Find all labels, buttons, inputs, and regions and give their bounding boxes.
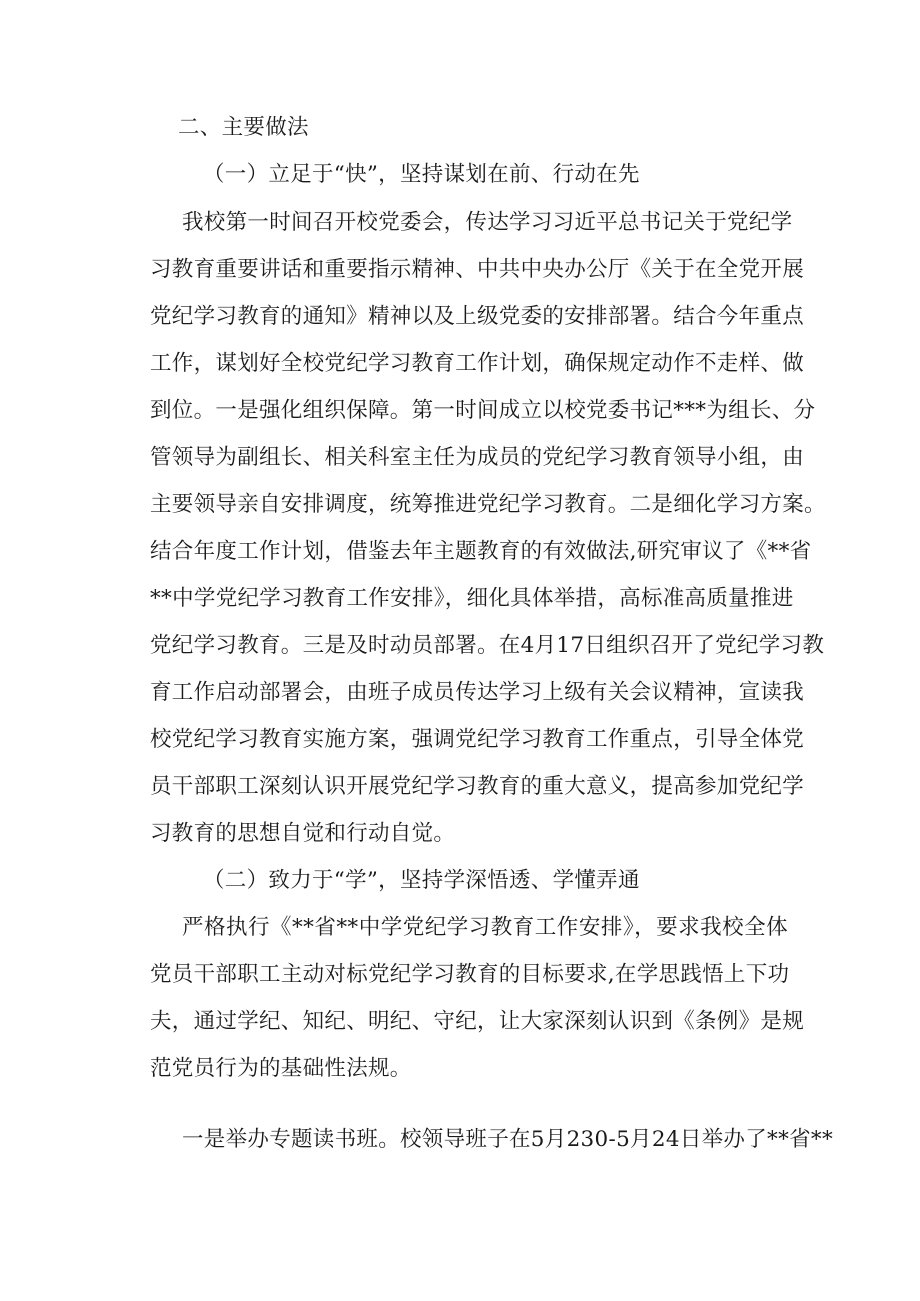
subsection-title-1: （一）立足于“快”，坚持谋划在前、行动在先 <box>203 162 640 187</box>
paragraph-1-line: 我校第一时间召开校党委会，传达学习习近平总书记关于党纪学 <box>182 210 793 235</box>
paragraph-2-line: 党员干部职工主动对标党纪学习教育的目标要求,在学思践悟上下功 <box>150 962 790 987</box>
paragraph-1-line: 党纪学习教育。三是及时动员部署。在4月17日组织召开了党纪学习教 <box>150 633 825 658</box>
paragraph-1-line: 管领导为副组长、相关科室主任为成员的党纪学习教育领导小组，由 <box>150 445 805 470</box>
paragraph-1-line: 主要领导亲自安排调度，统筹推进党纪学习教育。二是细化学习方案。 <box>150 492 826 517</box>
paragraph-1-line: 育工作启动部署会，由班子成员传达学习上级有关会议精神，宣读我 <box>150 680 805 705</box>
paragraph-2-line: 严格执行《**省**中学党纪学习教育工作安排》，要求我校全体 <box>182 915 788 940</box>
paragraph-1-line: 党纪学习教育的通知》精神以及上级党委的安排部署。结合今年重点 <box>150 304 805 329</box>
paragraph-1-line: 习教育的思想自觉和行动自觉。 <box>150 821 456 846</box>
section-title: 二、主要做法 <box>178 115 309 140</box>
paragraph-1-line: 工作，谋划好全校党纪学习教育工作计划，确保规定动作不走样、做 <box>150 351 805 376</box>
paragraph-2-line: 范党员行为的基础性法规。 <box>150 1056 412 1081</box>
subsection-title-2: （二）致力于“学”，坚持学深悟透、学懂弄通 <box>203 868 640 893</box>
paragraph-2-line: 夫，通过学纪、知纪、明纪、守纪，让大家深刻认识到《条例》是规 <box>150 1009 805 1034</box>
paragraph-1-line: 结合年度工作计划，借鉴去年主题教育的有效做法,研究审议了《**省 <box>150 539 812 564</box>
paragraph-1-line: 校党纪学习教育实施方案，强调党纪学习教育工作重点，引导全体党 <box>150 727 805 752</box>
paragraph-1-line: 习教育重要讲话和重要指示精神、中共中央办公厅《关于在全党开展 <box>150 257 805 282</box>
paragraph-1-line: 员干部职工深刻认识开展党纪学习教育的重大意义，提高参加党纪学 <box>150 774 805 799</box>
paragraph-1-line: **中学党纪学习教育工作安排》，细化具体举措，高标准高质量推进 <box>150 586 794 611</box>
paragraph-3-line: 一是举办专题读书班。校领导班子在5月230-5月24日举办了**省** <box>182 1127 834 1152</box>
paragraph-1-line: 到位。一是强化组织保障。第一时间成立以校党委书记***为组长、分 <box>150 398 816 423</box>
